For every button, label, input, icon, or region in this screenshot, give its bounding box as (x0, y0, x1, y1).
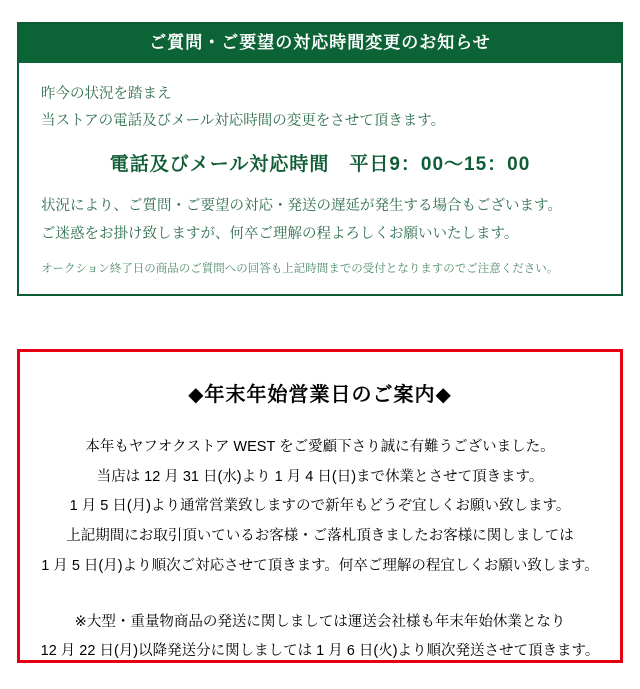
notice-line-1: 昨今の状況を踏まえ (41, 86, 172, 103)
paragraph1-line-2: 当店は 12 月 31 日(水)より 1 月 4 日(日)まで休業とさせて頂きます。 (96, 468, 544, 485)
notice-footnote: オークション終了日の商品のご質問への回答も上記時間までの受付となりますのでご注意ください。 (41, 262, 559, 275)
operating-hours-notice-body (19, 63, 621, 293)
notice-line-4: ご迷惑をお掛け致しますが、何卒ご理解の程よろしくお願いいたします。 (41, 226, 519, 243)
year-end-holiday-paragraph-2 (20, 608, 620, 667)
paragraph1-line-1: 本年もヤフオクストア WEST をご愛顧下さり誠に有難うございました。 (85, 439, 555, 455)
operating-hours-notice-header: ご質問・ご要望の対応時間変更のお知らせ (19, 24, 621, 63)
paragraph2-line-1: ※大型・重量物商品の発送に関しましては運送会社様も年末年始休業となり (74, 613, 566, 630)
notice-line-3: 状況により、ご質問・ご要望の対応・発送の遅延が発生する場合もございます。 (41, 198, 562, 215)
year-end-holiday-notice (17, 349, 623, 663)
paragraph2-line-2: 12 月 22 日(月)以降発送分に関しましては 1 月 6 日(火)より順次発送させて頂きます。 (40, 643, 600, 660)
paragraph1-line-3: 1 月 5 日(月)より通常営業致しますので新年もどうぞ宜しくお願い致します。 (69, 498, 571, 515)
operating-hours-notice (17, 22, 623, 296)
year-end-holiday-title: ◆年末年始営業日のご案内◆ (188, 384, 452, 406)
paragraph1-line-5: 1 月 5 日(月)より順次ご対応させて頂きます。何卒ご理解の程宜しくお願い致します。 (41, 557, 599, 574)
support-hours-text: 電話及びメール対応時間 平日9：00〜15：00 (109, 154, 531, 176)
year-end-holiday-paragraph-1 (20, 433, 620, 582)
paragraph1-line-4: 上記期間にお取引頂いているお客様・ご落札頂きましたお客様に関しましては (66, 528, 574, 545)
notice-line-2: 当ストアの電話及びメール対応時間の変更をさせて頂きます。 (41, 113, 446, 130)
